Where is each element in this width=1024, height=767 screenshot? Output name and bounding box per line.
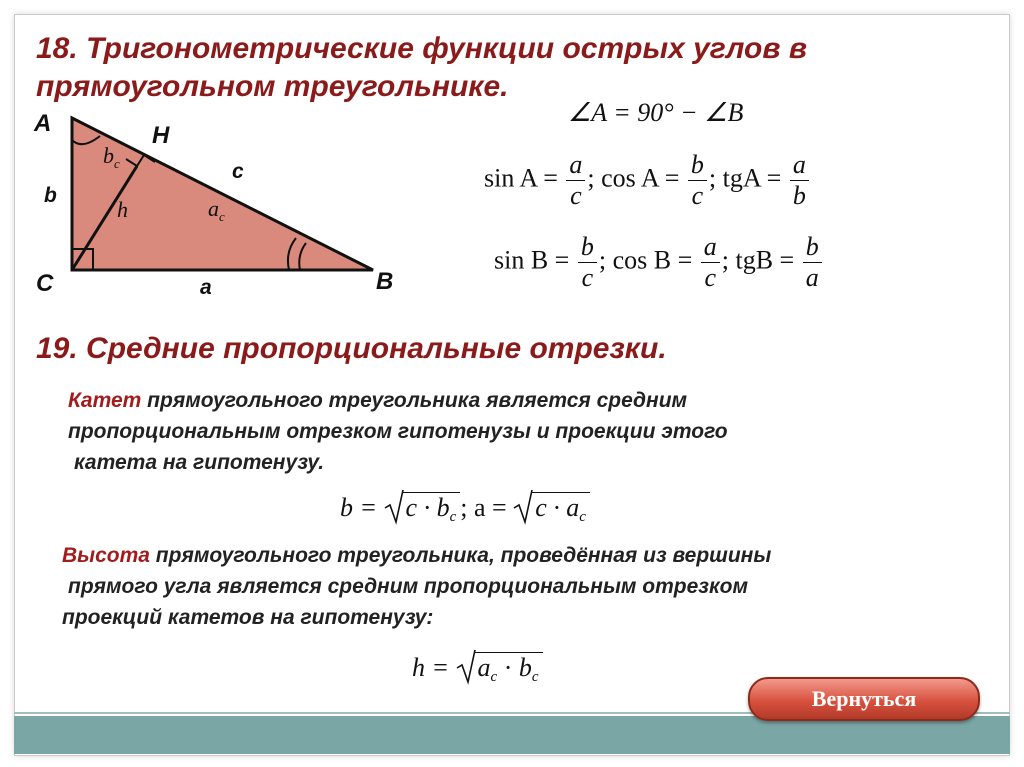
cos-a-num: b: [690, 150, 704, 179]
legs-a-rad-sub: c: [579, 509, 586, 525]
tg-a-fraction: [790, 150, 809, 211]
segment-ac-main: a: [208, 196, 219, 221]
sin-a-den: c: [570, 181, 582, 210]
sin-b-num: b: [580, 232, 594, 261]
segment-bc-main: b: [103, 143, 114, 168]
height-rad-dot: ·: [497, 653, 519, 682]
title-18-line1: 18. Тригонометрические функции острых углов в: [36, 32, 807, 65]
segment-bc-sub: c: [114, 156, 120, 171]
back-button[interactable]: Вернуться: [748, 677, 980, 721]
title-18-line2: прямоугольном треугольнике.: [36, 70, 509, 103]
cos-a-label: ; cos A =: [587, 163, 680, 193]
tg-a-label: ; tgA =: [708, 163, 782, 193]
sin-a-fraction: [566, 150, 585, 211]
sqrt-b-sign: [384, 486, 404, 526]
leg-keyword: Катет: [68, 389, 142, 412]
height-rad-a-sub: c: [490, 669, 498, 685]
side-c-label: c: [232, 160, 244, 183]
tg-b-den: a: [805, 263, 819, 292]
sqrt-h-sign: [456, 646, 476, 686]
leg-line3: катета на гипотенузу.: [74, 451, 325, 474]
sqrt-a: [513, 492, 590, 526]
leg-line2: пропорциональным отрезком гипотенузы и проекции этого: [68, 420, 728, 443]
sin-b-label: sin B =: [494, 245, 570, 275]
legs-b-eq: b =: [340, 493, 378, 522]
section-title-19: 19. Средние пропорциональные отрезки.: [36, 332, 667, 365]
vertex-a-label: A: [34, 110, 52, 137]
vertex-h-label: H: [152, 122, 170, 149]
tg-b-num: b: [805, 232, 819, 261]
cos-a-fraction: [688, 150, 707, 211]
height-eq: h =: [412, 653, 450, 682]
sin-b-den: c: [581, 263, 594, 292]
cos-b-label: ; cos B =: [598, 245, 693, 275]
triangle-shape: [72, 118, 373, 270]
sin-a-label: sin A =: [484, 163, 558, 193]
tg-b-label: ; tgB =: [721, 245, 795, 275]
triangle-diagram: [0, 0, 400, 310]
height-rad-b: b: [518, 653, 532, 682]
cos-a-den: c: [691, 181, 704, 210]
vertex-c-label: C: [36, 270, 54, 297]
formula-row-a: [484, 150, 811, 211]
legs-formula: [340, 492, 590, 526]
height-rad-b-sub: c: [531, 669, 539, 685]
height-line2: прямого угла является средним пропорциональным отрезком: [68, 575, 748, 598]
segment-ac-label: [208, 196, 225, 225]
height-label: h: [117, 197, 128, 222]
sin-b-fraction: [578, 232, 597, 293]
bottom-bar: [14, 716, 1010, 754]
legs-a-rad: c · a: [535, 493, 580, 522]
height-formula: [412, 652, 543, 686]
sqrt-b: [384, 492, 461, 526]
tg-a-den: b: [792, 181, 806, 210]
height-line1: прямоугольного треугольника, проведённая из вершины: [149, 544, 772, 567]
height-keyword: Высота: [62, 544, 150, 567]
sin-a-num: a: [569, 150, 583, 179]
tg-b-fraction: [803, 232, 822, 293]
cos-b-den: c: [704, 263, 717, 292]
legs-sep: ; a =: [460, 493, 507, 522]
side-b-label: b: [44, 184, 57, 207]
height-paragraph: [62, 540, 771, 633]
legs-b-rad: c · b: [405, 493, 450, 522]
tg-a-num: a: [792, 150, 806, 179]
sqrt-a-sign: [513, 486, 533, 526]
leg-paragraph: [68, 385, 728, 478]
segment-ac-sub: c: [219, 209, 225, 224]
segment-bc-label: [103, 143, 120, 172]
formula-row-b: [494, 232, 824, 293]
height-rad-a: a: [477, 653, 491, 682]
legs-b-rad-sub: c: [449, 509, 457, 525]
leg-line1: прямоугольного треугольника является средним: [141, 389, 688, 412]
height-line3: проекций катетов на гипотенузу:: [62, 606, 434, 629]
cos-b-fraction: [701, 232, 720, 293]
sqrt-h: [456, 652, 543, 686]
angle-relation-formula: ∠A = 90° − ∠B: [568, 98, 744, 127]
side-a-label: a: [200, 276, 212, 299]
vertex-b-label: B: [376, 268, 394, 295]
cos-b-num: a: [703, 232, 717, 261]
